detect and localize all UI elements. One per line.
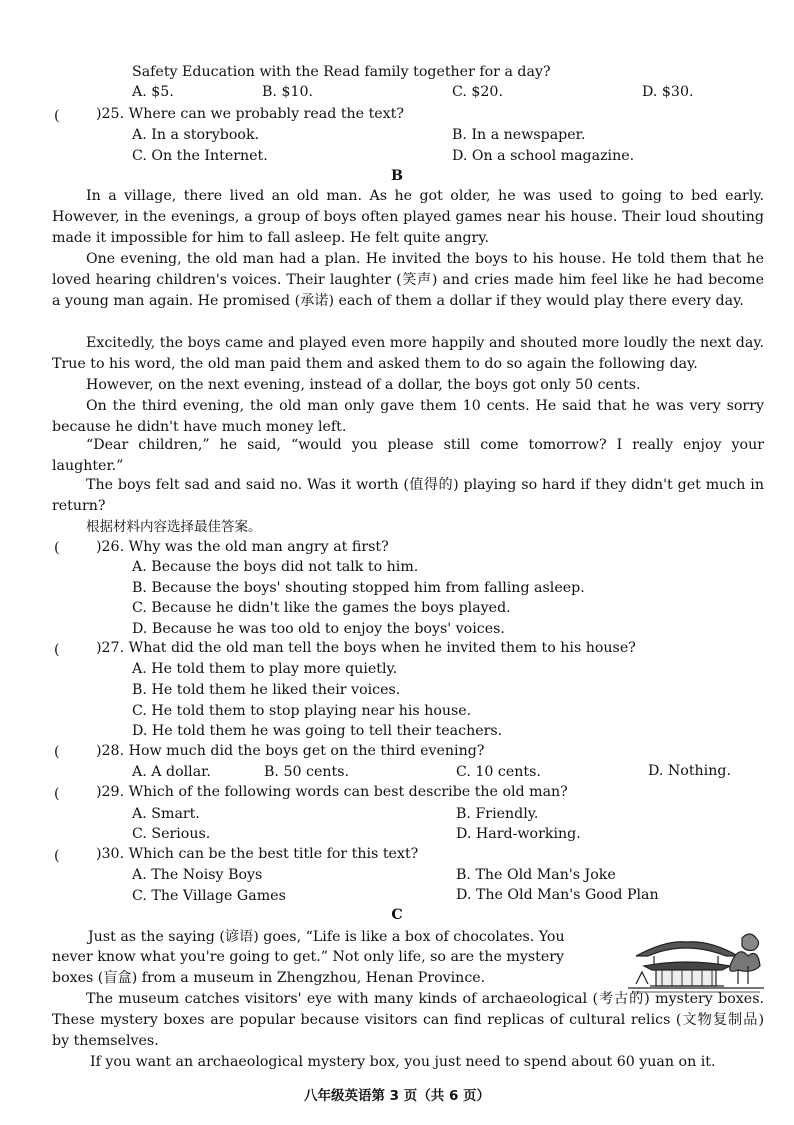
page-footer: 八年级英语第 3 页（共 6 页） [303,1088,491,1104]
q25-option-d: D. On a school magazine. [452,148,635,164]
passage-c-line-1: Just as the saying (谚语) goes, “Life is like a box of chocolates. You [88,929,565,945]
q29-option-d: D. Hard-working. [456,826,581,842]
q28-stem: )28. How much did the boys get on the third evening? [96,743,485,759]
passage-c-line-3: boxes (盲盒) from a museum in Zhengzhou, Henan Province. [52,970,486,986]
section-c-heading: C [391,907,403,923]
q28-option-d: D. Nothing. [648,763,731,779]
passage-b-paragraph-4: However, on the next evening, instead of a dollar, the boys got only 50 cents. [86,377,641,393]
q30-answer-blank[interactable]: ( [54,848,60,864]
q27-option-b: B. He told them he liked their voices. [132,682,401,698]
passage-b-paragraph-2: One evening, the old man had a plan. He invited the boys to his house. He told them that he loved hearing children's voices. Their laughter (笑声) and cries made him feel like he had become a young man again. He promised (承诺) each of them a dollar if they would play there every day. [52,251,764,309]
q25-option-b: B. In a newspaper. [452,127,586,143]
q28-option-c: C. 10 cents. [456,764,541,780]
passage-b-paragraph-3: Excitedly, the boys came and played even more happily and shouted more loudly the next day. True to his word, the old man paid them and asked them to do so again the following day. [52,335,764,372]
q24-option-a: A. $5. [132,84,174,100]
q27-option-d: D. He told them he was going to tell their teachers. [132,723,503,739]
q29-option-c: C. Serious. [132,826,211,842]
q24-stem-tail: Safety Education with the Read family together for a day? [132,64,551,80]
q29-answer-blank[interactable]: ( [54,786,60,802]
q29-option-a: A. Smart. [132,806,200,822]
q24-option-c: C. $20. [452,84,503,100]
q25-option-a: A. In a storybook. [132,127,260,143]
q24-option-b: B. $10. [262,84,314,100]
q25-answer-blank[interactable]: ( [54,108,60,124]
passage-b-paragraph-6: “Dear children,” he said, “would you please still come tomorrow? I really enjoy your laughter.” [52,437,764,474]
passage-c-paragraph-2: The museum catches visitors' eye with many kinds of archaeological (考古的) mystery boxes. These mystery boxes are popular because visitors can find replicas of cultural relics (文物复制品) by themselves. [52,991,764,1049]
q29-stem: )29. Which of the following words can best describe the old man? [96,784,568,800]
q25-stem: )25. Where can we probably read the text? [96,106,404,122]
q26-option-c: C. Because he didn't like the games the boys played. [132,600,511,616]
passage-b-paragraph-5: On the third evening, the old man only gave them 10 cents. He said that he was very sorry because he didn't have much money left. [52,398,764,435]
q28-option-b: B. 50 cents. [264,764,349,780]
passage-c-paragraph-3: If you want an archaeological mystery box, you just need to spend about 60 yuan on it. [90,1054,716,1070]
q26-answer-blank[interactable]: ( [54,540,60,556]
q28-option-a: A. A dollar. [132,764,211,780]
q27-answer-blank[interactable]: ( [54,642,60,658]
q26-stem: )26. Why was the old man angry at first? [96,539,389,555]
section-b-heading: B [391,168,403,184]
q30-option-c: C. The Village Games [132,888,286,904]
q30-stem: )30. Which can be the best title for this text? [96,846,419,862]
q26-option-b: B. Because the boys' shouting stopped him from falling asleep. [132,580,585,596]
q28-answer-blank[interactable]: ( [54,744,60,760]
q30-option-a: A. The Noisy Boys [132,867,263,883]
q24-option-d: D. $30. [642,84,694,100]
q26-option-a: A. Because the boys did not talk to him. [132,559,419,575]
q27-option-c: C. He told them to stop playing near his house. [132,703,472,719]
instruction-text: 根据材料内容选择最佳答案。 [86,519,262,535]
q29-option-b: B. Friendly. [456,806,539,822]
passage-c-line-2: never know what you're going to get.” Not only life, so are the mystery [52,949,565,965]
q30-option-b: B. The Old Man's Joke [456,867,616,883]
q27-stem: )27. What did the old man tell the boys when he invited them to his house? [96,640,636,656]
museum-illustration [626,926,766,994]
passage-b-paragraph-7: The boys felt sad and said no. Was it worth (值得的) playing so hard if they didn't get much in return? [52,477,764,514]
passage-b-paragraph-1: In a village, there lived an old man. As he got older, he was used to going to bed early. However, in the evenings, a group of boys often played games near his house. Their loud shouting made it impossible for him to fall asleep. He felt quite angry. [52,188,764,246]
q27-option-a: A. He told them to play more quietly. [132,661,398,677]
q26-option-d: D. Because he was too old to enjoy the boys' voices. [132,621,505,637]
q25-option-c: C. On the Internet. [132,148,268,164]
q30-option-d: D. The Old Man's Good Plan [456,887,659,903]
